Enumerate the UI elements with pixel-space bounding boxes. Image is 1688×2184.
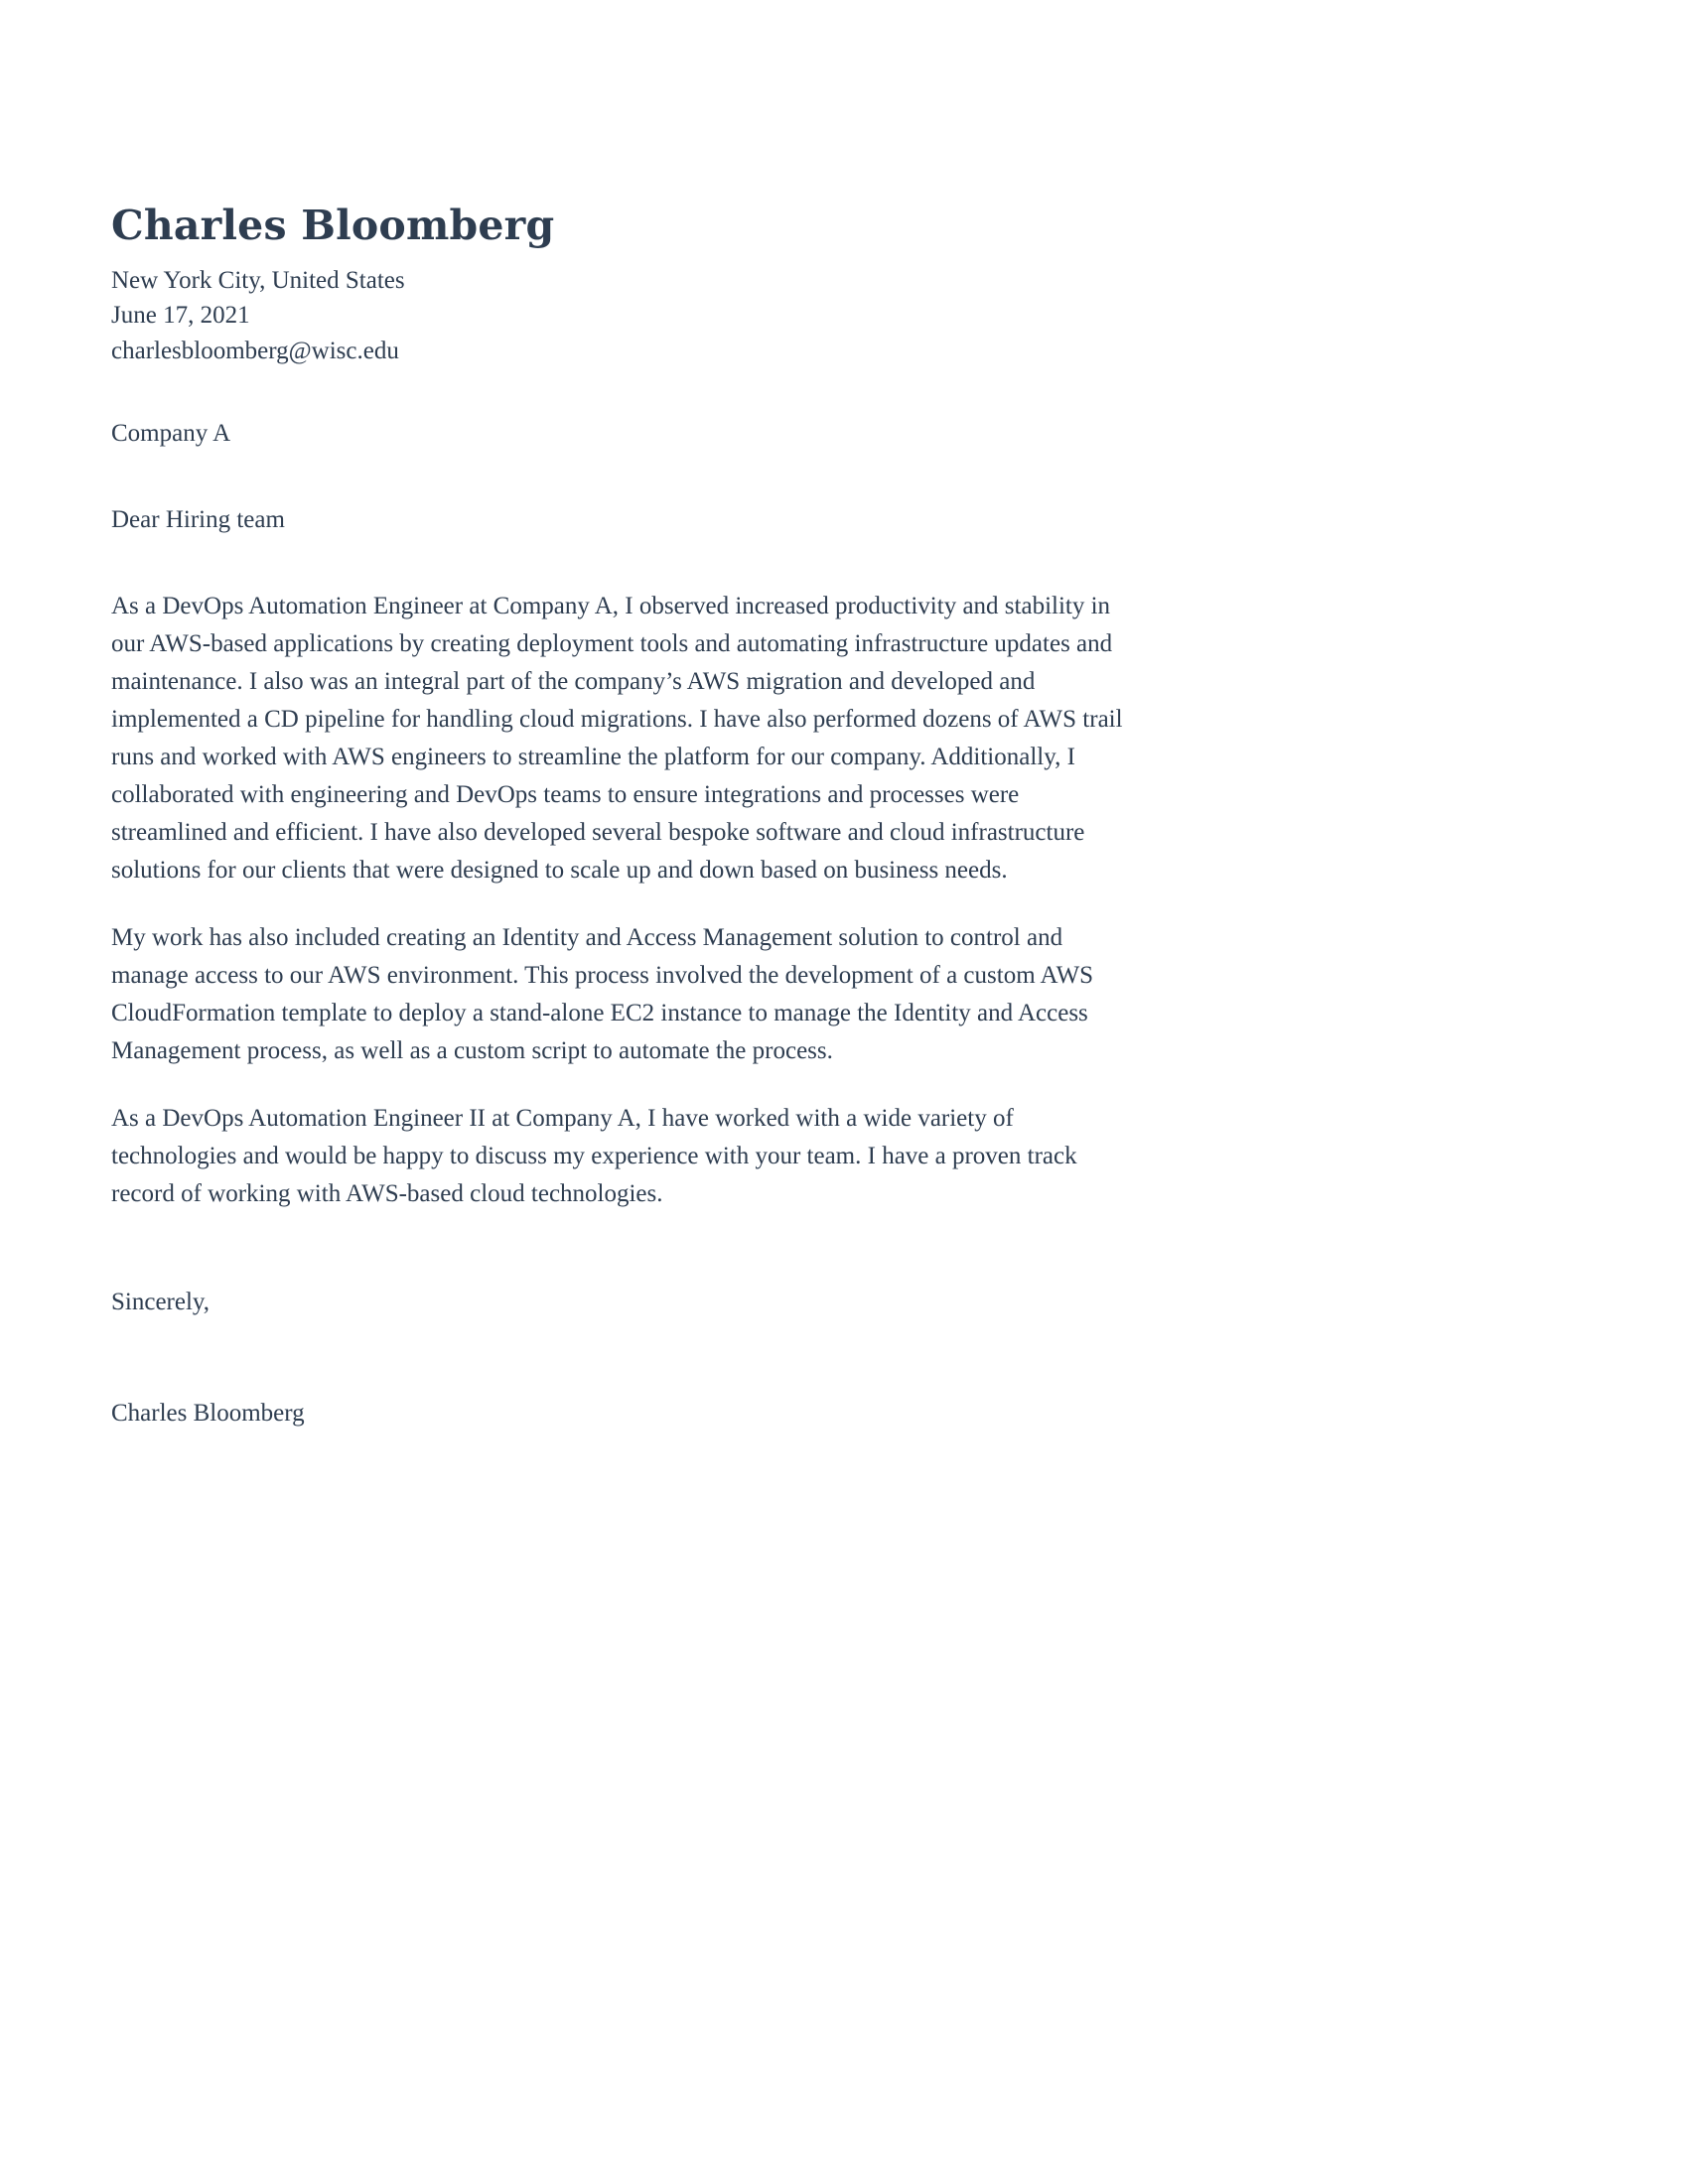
letter-body (111, 588, 1134, 1213)
letter-date: June 17, 2021 (111, 302, 250, 330)
body-paragraph: As a DevOps Automation Engineer at Company A, I observed increased productivity and stability in our AWS-based applications by creating deployment tools and automating infrastructure updates and maintenance. I also was an integral part of the company’s AWS migration and developed and implemented a CD pipeline for handling cloud migrations. I have also performed dozens of AWS trail runs and worked with AWS engineers to streamline the platform for our company. Additionally, I collaborated with engineering and DevOps teams to ensure integrations and processes were streamlined and efficient. I have also developed several bespoke software and cloud infrastructure solutions for our clients that were designed to scale up and down based on business needs. (111, 592, 1123, 884)
body-paragraph: As a DevOps Automation Engineer II at Company A, I have worked with a wide variety of technologies and would be happy to discuss my experience with your team. I have a proven track record of working with AWS-based cloud technologies. (111, 1104, 1077, 1207)
cover-letter (111, 204, 1521, 1432)
body-paragraph: My work has also included creating an Identity and Access Management solution to control and manage access to our AWS environment. This process involved the development of a custom AWS CloudFormation template to deploy a stand-alone EC2 instance to manage the Identity and Access Management process, as well as a custom script to automate the process. (111, 923, 1094, 1064)
sender-email: charlesbloomberg@wisc.edu (111, 337, 399, 364)
sender-contact-block (111, 263, 1521, 369)
sender-name: Charles Bloomberg (111, 202, 555, 249)
salutation: Dear Hiring team (111, 505, 285, 533)
signature-name: Charles Bloomberg (111, 1400, 305, 1428)
sender-location: New York City, United States (111, 266, 405, 294)
valediction: Sincerely, (111, 1288, 211, 1315)
recipient-company: Company A (111, 420, 231, 448)
